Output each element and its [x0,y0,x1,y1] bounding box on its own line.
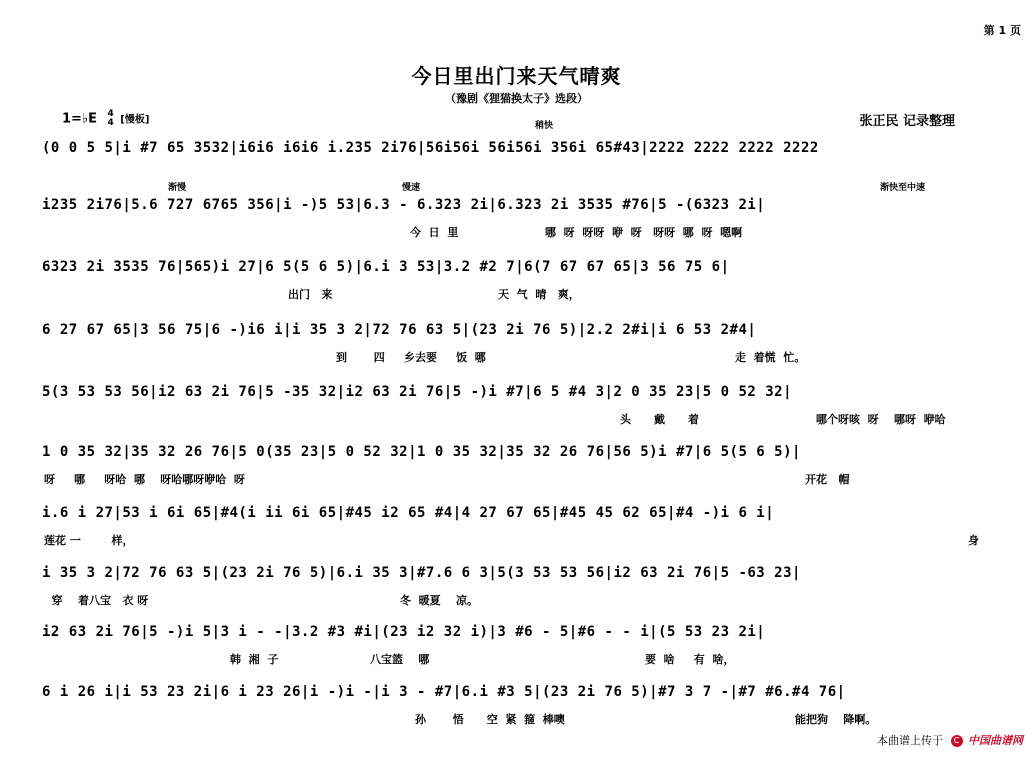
lyric-line: 身 [968,534,979,547]
lyric-line: 莲花 一 样， [44,534,134,547]
notation-row: 6 i 26 i|i 53 23 2i|6 i 23 26|i -)i -|i 3 - #7|6.i #3 5|(23 2i 76 5)|#7 3 7 -|#7 #6.#4 76| [42,684,846,700]
notation-row: 6323 2i 3535 76|565)i 27|6 5(5 6 5)|6.i 3 53|3.2 #2 7|6(7 67 67 65|3 56 75 6| [42,259,730,275]
meter-top: 4 [107,109,114,119]
song-subtitle: （豫剧《狸猫换太子》选段） [445,92,588,105]
lyric-line: 出门 来 [288,288,333,301]
lyric-line: 孙 悟 空 紧 箍 棒噢 [415,713,565,726]
lyric-line: 头 戴 着 [620,413,699,426]
key-label: 1=♭E [62,111,97,127]
key-signature [62,110,149,128]
lyric-line: 天 气 晴 爽， [498,288,580,301]
lyric-line: 走 着慌 忙。 [735,351,806,364]
tempo-marking: [慢板] [120,114,150,126]
upload-text: 本曲谱上传于 [877,734,943,747]
site-brand: 中国曲谱网 [968,734,1023,747]
lyric-line: 开花 帽 [805,473,850,486]
tempo-mark-mansu: 慢速 [402,183,421,193]
lyric-line: 要 啥 有 啥， [645,653,735,666]
lyric-line: 哪个呀咳 呀 哪呀 咿哈 [816,413,946,426]
notation-row: i2 63 2i 76|5 -)i 5|3 i - -|3.2 #3 #i|(23 i2 32 i)|3 #6 - 5|#6 - - i|(5 53 23 2i| [42,624,766,640]
lyric-line: 到 四 乡去要 饭 哪 [336,351,486,364]
tempo-mark-jianman: 渐慢 [168,183,187,193]
upload-credit [877,732,1023,748]
notation-row: (0 0 5 5|i #7 65 3532|i6i6 i6i6 i.235 2i76|56i56i 56i56i 356i 65#43|2222 2222 2222 2222 [42,140,819,156]
notation-row: i.6 i 27|53 i 6i 65|#4(i ii 6i 65|#45 i2 65 #4|4 27 67 65|#45 45 62 65|#4 -)i 6 i| [42,505,775,521]
lyric-line: 哪 呀 呀呀 咿 呀 呀呀 哪 呀 嗯啊 [545,226,743,239]
lyric-line: 冬 暖夏 凉。 [400,594,478,607]
tempo-mark-jiankuai: 渐快至中速 [880,183,926,193]
page-number: 第 1 页 [983,24,1021,37]
lyric-line: 呀 哪 呀哈 哪 呀哈哪呀咿哈 呀 [44,473,245,486]
meter-bottom: 4 [107,118,114,128]
song-title: 今日里出门来天气晴爽 [411,64,622,88]
lyric-line: 今 日 里 [410,226,459,239]
site-logo-icon: C [951,735,963,747]
notation-row: 1 0 35 32|35 32 26 76|5 0(35 23|5 0 52 32|1 0 35 32|35 32 26 76|56 5)i #7|6 5(5 6 5)| [42,444,801,460]
lyric-line: 穿 着八宝 衣 呀 [44,594,149,607]
lyric-line: 韩 湘 子 [230,653,279,666]
notation-row: i 35 3 2|72 76 63 5|(23 2i 76 5)|6.i 35 3|#7.6 6 3|5(3 53 53 56|i2 63 2i 76|5 -63 23| [42,565,801,581]
lyric-line: 能把狗 降啊。 [795,713,877,726]
tempo-mark-shaokuai: 稍快 [535,121,554,131]
notation-row: 5(3 53 53 56|i2 63 2i 76|5 -35 32|i2 63 2i 76|5 -)i #7|6 5 #4 3|2 0 35 23|5 0 52 32| [42,384,793,400]
arranger-credit: 张正民 记录整理 [859,114,955,129]
time-signature [107,110,113,128]
notation-row: 6 27 67 65|3 56 75|6 -)i6 i|i 35 3 2|72 76 63 5|(23 2i 76 5)|2.2 2#i|i 6 53 2#4| [42,322,757,338]
lyric-line: 八宝篮 哪 [370,653,430,666]
notation-row: i235 2i76|5.6 727 6765 356|i -)5 53|6.3 - 6.323 2i|6.323 2i 3535 #76|5 -(6323 2i| [42,197,766,213]
